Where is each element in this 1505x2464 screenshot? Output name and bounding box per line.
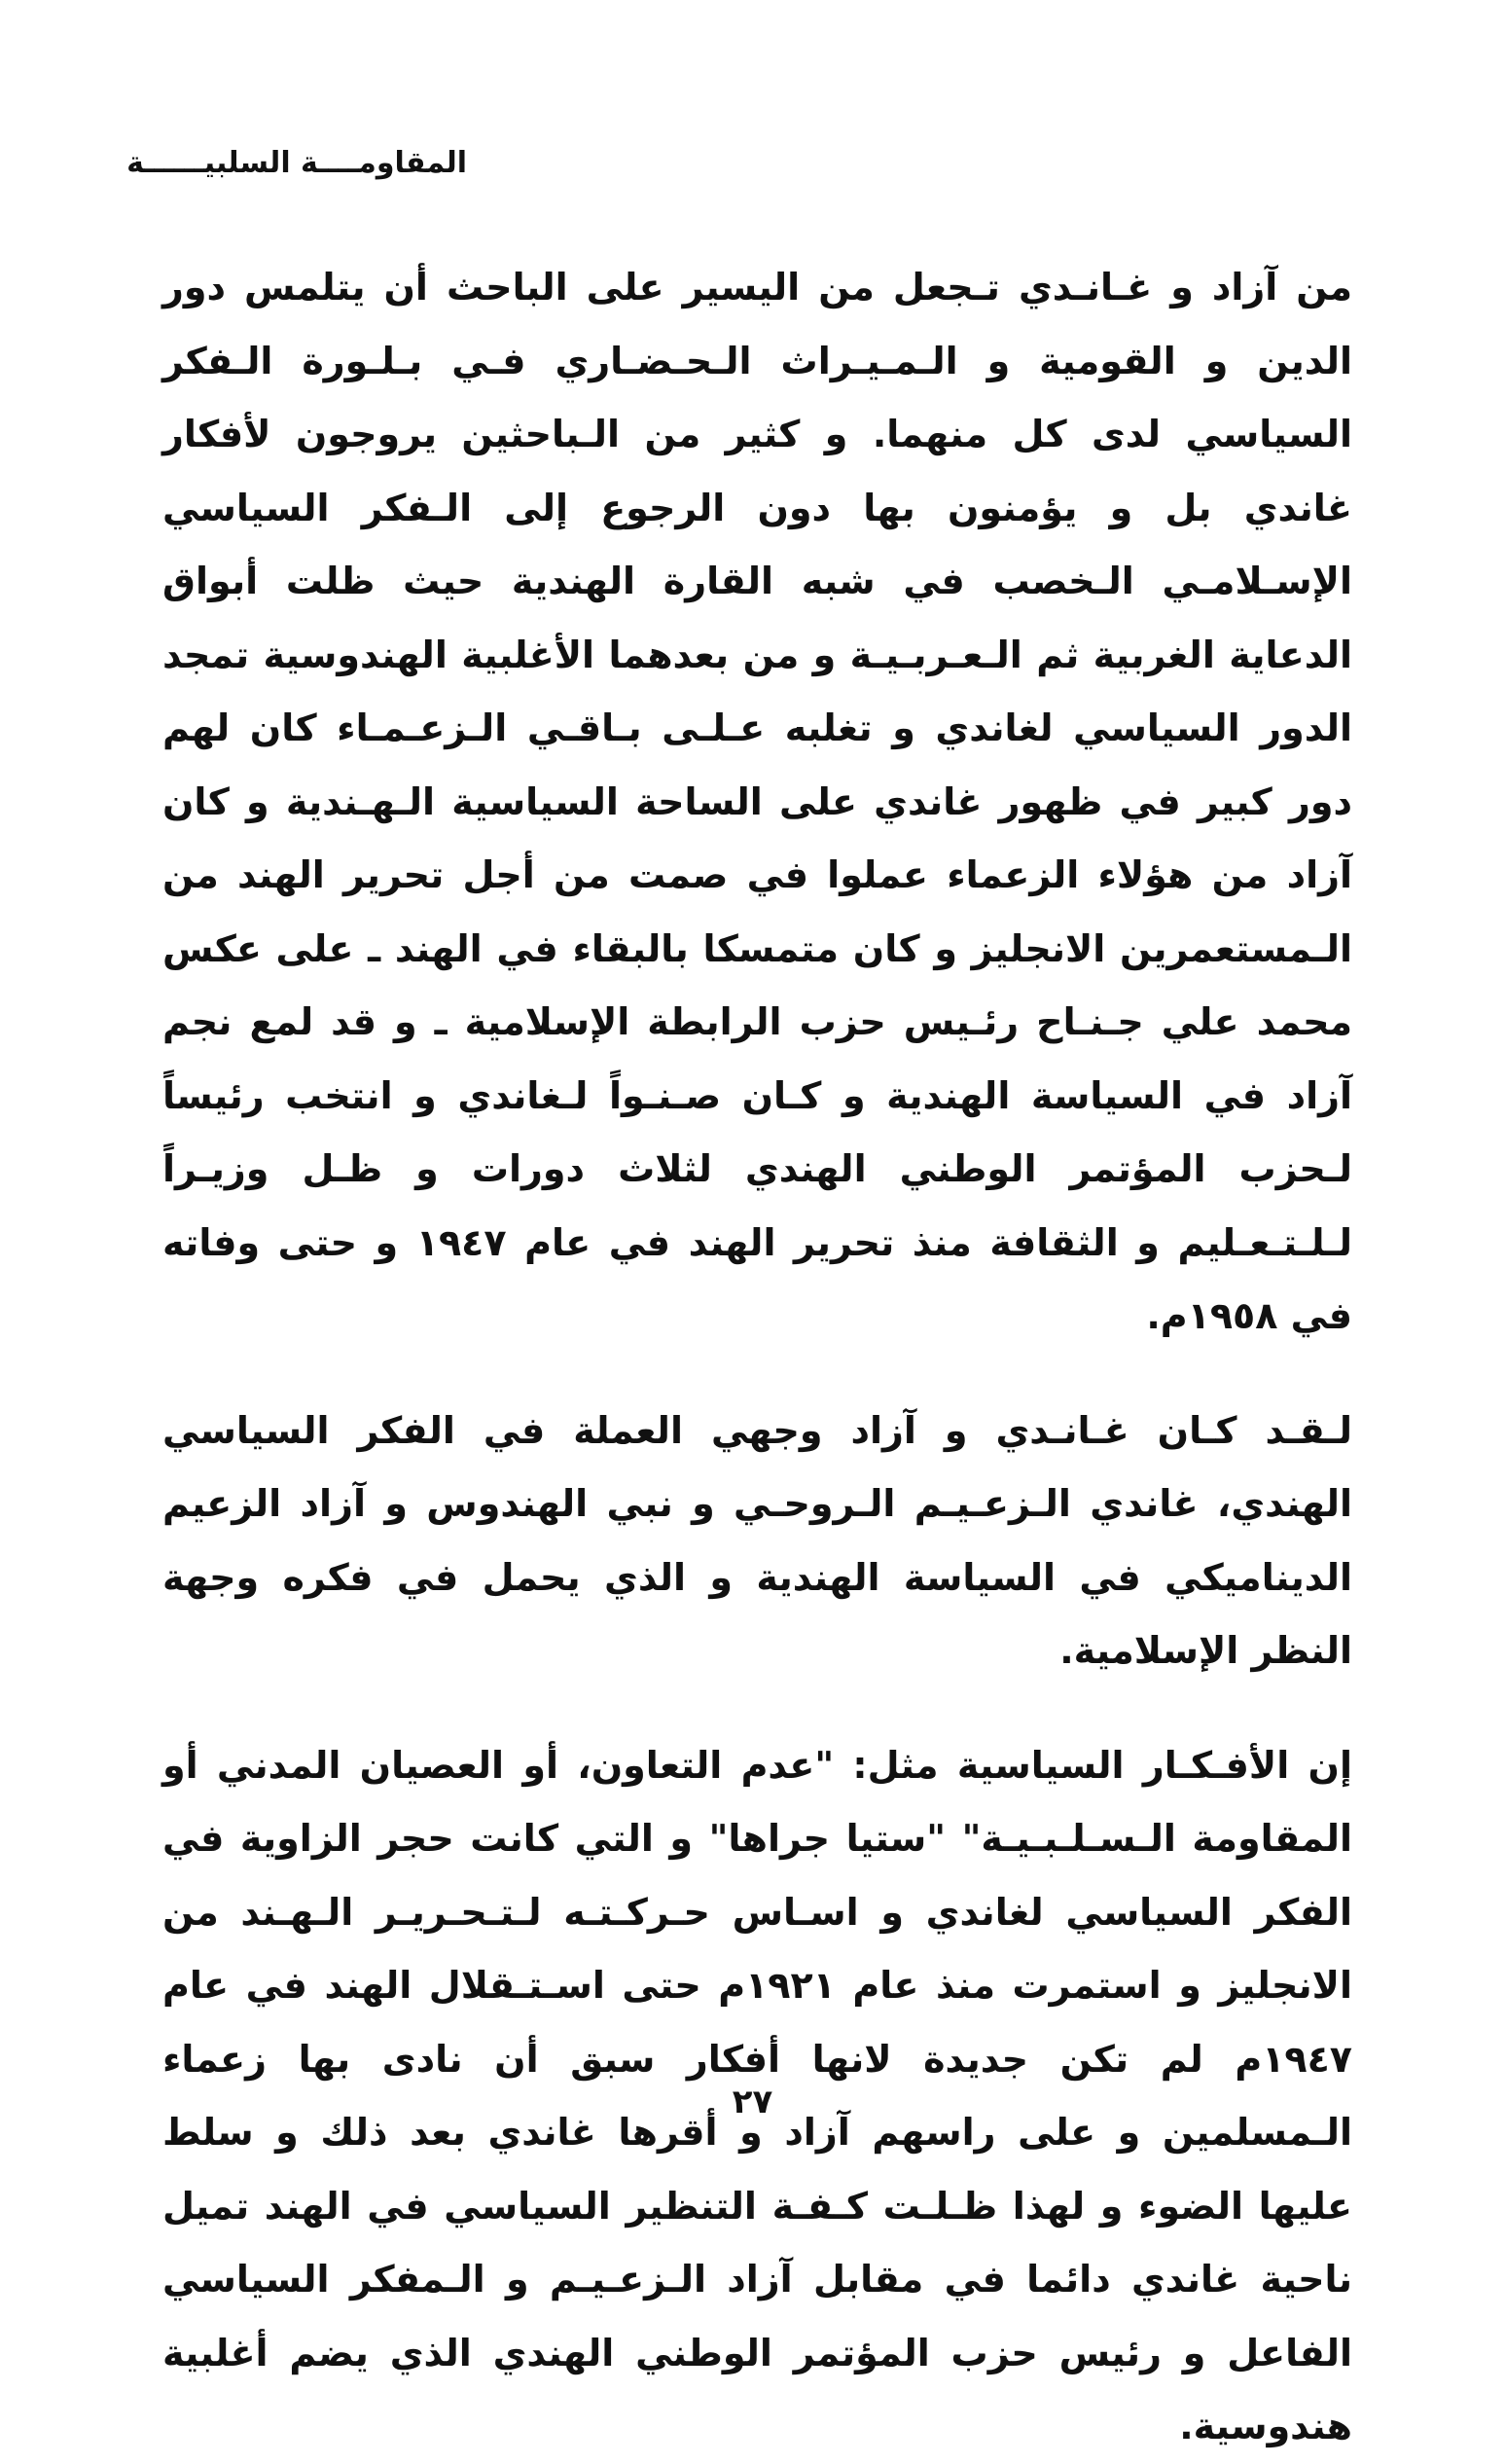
paragraph-3: إن الأفـكـار السياسية مثل: "عدم التعاون، أو العصيان المدني أو المقاومة الـسـلـبـيـة" "ستيا جراها" و التي كانت حجر الزاوية في الفكر السياسي لغاندي و اسـاس حـركـتـه لـتـحـريـر الـهـند من الانجليز و استمرت منذ عام ١٩٢١م حتى اسـتـقلال الهند في عام ١٩٤٧م لم تكن جديدة لانها أفكار سبق أن نادى بها زعماء الـمسلمين و على راسهم آزاد و أقرها غاندي بعد ذلك و سلط عليها الضوء و لهذا ظـلـت كـفـة التنظير السياسي في الهند تميل ناحية غاندي دائما في مقابل آزاد الـزعـيـم و الـمفكر السياسي الفاعل و رئيس حزب المؤتمر الوطني الهندي الذي يضم أغلبية هندوسية. xyxy=(162,1743,1352,2447)
paragraph-1: من آزاد و غـانـدي تـجعل من اليسير على الباحث أن يتلمس دور الدين و القومية و الـمـيـراث الـحـضـاري فـي بـلـورة الـفكر السياسي لدى كل منهما. و كثير من الـباحثين يروجون لأفكار غاندي بل و يؤمنون بها دون الرجوع إلى الـفكر السياسي الإسـلامـي الـخصب في شبه القارة الهندية حيث ظلت أبواق الدعاية الغربية ثم الـعـربـيـة و من بعدهما الأغلبية الهندوسية تمجد الدور السياسي لغاندي و تغلبه عـلـى بـاقـي الـزعـمـاء كان لهم دور كبير في ظهور غاندي على الساحة السياسية الـهـندية و كان آزاد من هؤلاء الزعماء عملوا في صمت من أجل تحرير الهند من الـمستعمرين الانجليز و كان متمسكا بالبقاء في الهند ـ على عكس محمد علي جـنـاح رئـيس حزب الرابطة الإسلامية ـ و قد لمع نجم آزاد في السياسة الهندية و كـان صـنـواً لـغاندي و انتخب رئيساً لـحزب المؤتمر الوطني الهندي لثلاث دورات و ظـل وزيـراً لـلـتـعـليم و الثقافة منذ تحرير الهند في عام ١٩٤٧ و حتى وفاته في ١٩٥٨م. xyxy=(162,266,1352,1337)
page-number: ٢٧ xyxy=(732,2083,773,2121)
paragraph-2: لـقـد كـان غـانـدي و آزاد وجهي العملة في الفكر السياسي الهندي، غاندي الـزعـيـم الـروحـي و نبي الهندوس و آزاد الزعيم الديناميكي في السياسة الهندية و الذي يحمل في فكره وجهة النظر الإسلامية. xyxy=(162,1408,1352,1672)
running-header-title: المقاومــــة السلبيــــــة xyxy=(126,146,467,180)
body-text xyxy=(162,251,1352,2464)
